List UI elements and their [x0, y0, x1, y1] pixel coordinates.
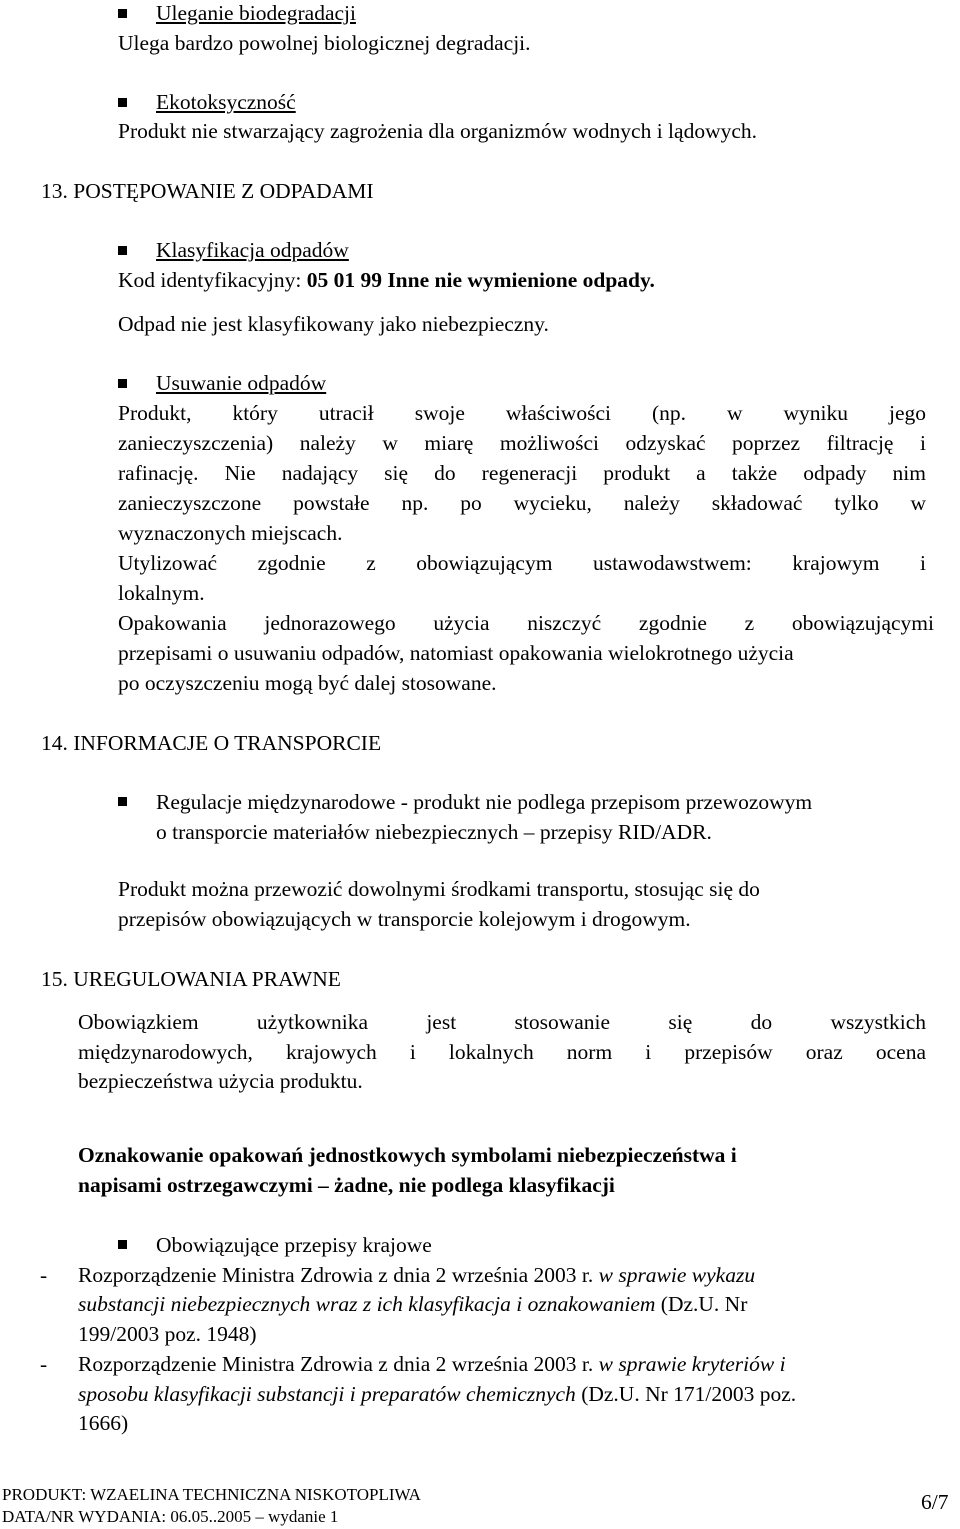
kod-value: 05 01 99 Inne nie wymienione odpady.	[306, 268, 655, 292]
bio-heading: Uleganie biodegradacji	[156, 1, 356, 25]
kod-prefix: Kod identyfikacyjny:	[118, 268, 307, 292]
regulation-text: Rozporządzenie Ministra Zdrowia z dnia 2 września 2003 r.	[78, 1352, 599, 1376]
regulation-text: Rozporządzenie Ministra Zdrowia z dnia 2 września 2003 r.	[78, 1263, 599, 1287]
odpad-text: Odpad nie jest klasyfikowany jako niebezpieczny.	[118, 312, 549, 336]
kod-line	[118, 270, 655, 292]
eco-text: Produkt nie stwarzający zagrożenia dla organizmów wodnych i lądowych.	[118, 119, 758, 143]
bullet-icon	[118, 379, 127, 388]
obowiazek-line: bezpieczeństwa użycia produktu.	[78, 1069, 363, 1093]
usuwanie-line: zanieczyszczenia) należy w miarę możliwości odzyskać poprzez filtrację i	[118, 433, 926, 455]
opakowania-line: Opakowania jednorazowego użycia niszczyć zgodnie z obowiązującymi	[118, 613, 934, 635]
regulacje-line: Regulacje międzynarodowe - produkt nie podlega przepisom przewozowym	[156, 790, 813, 814]
bullet-icon	[118, 797, 127, 806]
list-dash: -	[40, 1352, 48, 1376]
regulation-text: (Dz.U. Nr 171/2003 poz.	[575, 1382, 797, 1406]
regulation-italic: sposobu klasyfikacji substancji i preparatów chemicznych	[78, 1382, 576, 1406]
rozporzadzenie-1-line1	[78, 1265, 755, 1287]
przepisy-heading: Obowiązujące przepisy krajowe	[156, 1233, 432, 1257]
usuwanie-line: wyznaczonych miejscach.	[118, 521, 343, 545]
produkt-line: przepisów obowiązujących w transporcie kolejowym i drogowym.	[118, 907, 691, 931]
eco-heading: Ekotoksyczność	[156, 90, 296, 114]
rozporzadzenie-2-line2	[78, 1384, 796, 1406]
opakowania-line: przepisami o usuwaniu odpadów, natomiast opakowania wielokrotnego użycia	[118, 641, 794, 665]
rozporzadzenie-1-line2	[78, 1294, 747, 1316]
footer-product: PRODUKT: WZAELINA TECHNICZNA NISKOTOPLIWA	[2, 1485, 421, 1504]
section-14-title: 14. INFORMACJE O TRANSPORCIE	[41, 731, 382, 755]
regulation-text: (Dz.U. Nr	[655, 1292, 748, 1316]
usuwanie-line: zanieczyszczone powstałe np. po wycieku, należy składować tylko w	[118, 493, 926, 515]
footer-date: DATA/NR WYDANIA: 06.05..2005 – wydanie 1	[2, 1507, 339, 1526]
oznakowanie-line: napisami ostrzegawczymi – żadne, nie podlega klasyfikacji	[78, 1173, 615, 1197]
obowiazek-line: międzynarodowych, krajowych i lokalnych norm i przepisów oraz ocena	[78, 1042, 926, 1064]
section-15-title: 15. UREGULOWANIA PRAWNE	[41, 967, 341, 991]
usuwanie-line: rafinację. Nie nadający się do regeneracji produkt a także odpady nim	[118, 463, 926, 485]
obowiazek-line: Obowiązkiem użytkownika jest stosowanie się do wszystkich	[78, 1012, 926, 1034]
rozporzadzenie-2-line1	[78, 1354, 786, 1376]
bullet-icon	[118, 1240, 127, 1249]
rozporzadzenie-1-line3: 199/2003 poz. 1948)	[78, 1322, 257, 1346]
bullet-icon	[118, 98, 127, 107]
klasyfikacja-heading: Klasyfikacja odpadów	[156, 238, 349, 262]
usuwanie-heading: Usuwanie odpadów	[156, 371, 327, 395]
utylizowac-line: lokalnym.	[118, 581, 205, 605]
section-13-title: 13. POSTĘPOWANIE Z ODPADAMI	[41, 179, 374, 203]
bullet-icon	[118, 9, 127, 18]
list-dash: -	[40, 1263, 48, 1287]
utylizowac-line: Utylizować zgodnie z obowiązującym ustawodawstwem: krajowym i	[118, 553, 926, 575]
oznakowanie-line: Oznakowanie opakowań jednostkowych symbolami niebezpieczeństwa i	[78, 1143, 737, 1167]
opakowania-line: po oczyszczeniu mogą być dalej stosowane.	[118, 671, 497, 695]
page-number: 6/7	[921, 1490, 949, 1514]
bullet-icon	[118, 246, 127, 255]
regulacje-line: o transporcie materiałów niebezpiecznych – przepisy RID/ADR.	[156, 820, 712, 844]
regulation-italic: w sprawie kryteriów i	[598, 1352, 786, 1376]
regulation-italic: w sprawie wykazu	[598, 1263, 756, 1287]
usuwanie-line: Produkt, który utracił swoje właściwości (np. w wyniku jego	[118, 403, 926, 425]
rozporzadzenie-2-line3: 1666)	[78, 1411, 129, 1435]
regulation-italic: substancji niebezpiecznych wraz z ich klasyfikacja i oznakowaniem	[78, 1292, 656, 1316]
produkt-line: Produkt można przewozić dowolnymi środkami transportu, stosując się do	[118, 877, 760, 901]
bio-text: Ulega bardzo powolnej biologicznej degradacji.	[118, 31, 531, 55]
